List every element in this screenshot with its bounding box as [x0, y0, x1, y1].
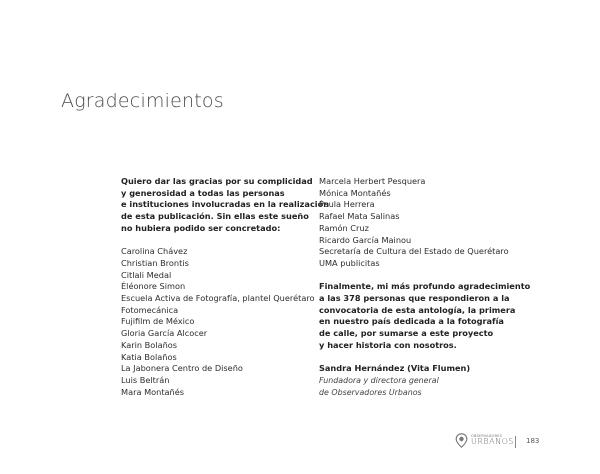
- name-item: Carolina Chávez: [121, 246, 188, 257]
- intro-line: de esta publicación. Sin ellas este sueño: [121, 211, 309, 222]
- spacer: [121, 235, 317, 247]
- footer-divider: [515, 436, 516, 448]
- name-item: Katia Bolaños: [121, 351, 177, 362]
- name-item: Ricardo García Mainou: [319, 234, 412, 245]
- location-pin-icon: [455, 433, 468, 448]
- page-title: Agradecimientos: [61, 90, 224, 112]
- logo-text: [471, 435, 514, 447]
- name-item: Rafael Mata Salinas: [319, 211, 400, 222]
- spacer: [319, 270, 529, 282]
- spacer: [319, 352, 529, 364]
- signature-name: Sandra Hernández (Vita Flumen): [319, 363, 471, 374]
- closing-line: Finalmente, mi más profundo agradecimiento: [319, 281, 531, 292]
- name-item: Fotomecánica: [121, 304, 179, 315]
- signature-role: de Observadores Urbanos: [319, 387, 422, 397]
- name-item: Paula Herrera: [319, 199, 375, 210]
- closing-line: a las 378 personas que respondieron a la: [319, 293, 510, 304]
- intro-line: y generosidad a todas las personas: [121, 187, 285, 198]
- closing-line: en nuestro país dedicada a la fotografía: [319, 316, 504, 327]
- signature-role: Fundadora y directora general: [319, 375, 439, 385]
- name-item: Mónica Montañés: [319, 187, 391, 198]
- logo-big-text: URBANOS: [471, 437, 514, 447]
- logo-small-text: OBSERVADORES: [471, 433, 503, 438]
- left-column: [121, 176, 330, 398]
- name-item: UMA publicitas: [319, 257, 380, 268]
- name-item: Marcela Herbert Pesquera: [319, 176, 426, 186]
- intro-line: Quiero dar las gracias por su complicidad: [121, 176, 313, 186]
- name-item: Mara Montañés: [121, 386, 185, 397]
- name-item: Gloria García Alcocer: [121, 328, 208, 339]
- name-item: Ramón Cruz: [319, 222, 369, 233]
- name-item: Luis Beltrán: [121, 374, 170, 385]
- observadores-urbanos-logo: [455, 433, 514, 448]
- name-item: Secretaría de Cultura del Estado de Querétaro: [319, 246, 509, 257]
- closing-line: convocatoria de esta antología, la primera: [319, 304, 516, 315]
- intro-line: e instituciones involucradas en la realización: [121, 199, 330, 210]
- name-item: Karin Bolaños: [121, 339, 178, 350]
- name-item: Escuela Activa de Fotografía, plantel Querétaro: [121, 293, 315, 304]
- intro-line: no hubiera podido ser concretado:: [121, 222, 281, 233]
- name-item: La Jabonera Centro de Diseño: [121, 363, 243, 374]
- closing-line: de calle, por sumarse a este proyecto: [319, 328, 494, 339]
- closing-line: y hacer historia con nosotros.: [319, 339, 457, 350]
- page-number: 183: [526, 437, 540, 445]
- right-column: [319, 176, 529, 398]
- name-item: Christian Brontis: [121, 257, 189, 268]
- name-item: Fujifilm de México: [121, 316, 195, 327]
- name-item: Citlali Medal: [121, 269, 172, 280]
- name-item: Éléonore Simon: [121, 281, 186, 292]
